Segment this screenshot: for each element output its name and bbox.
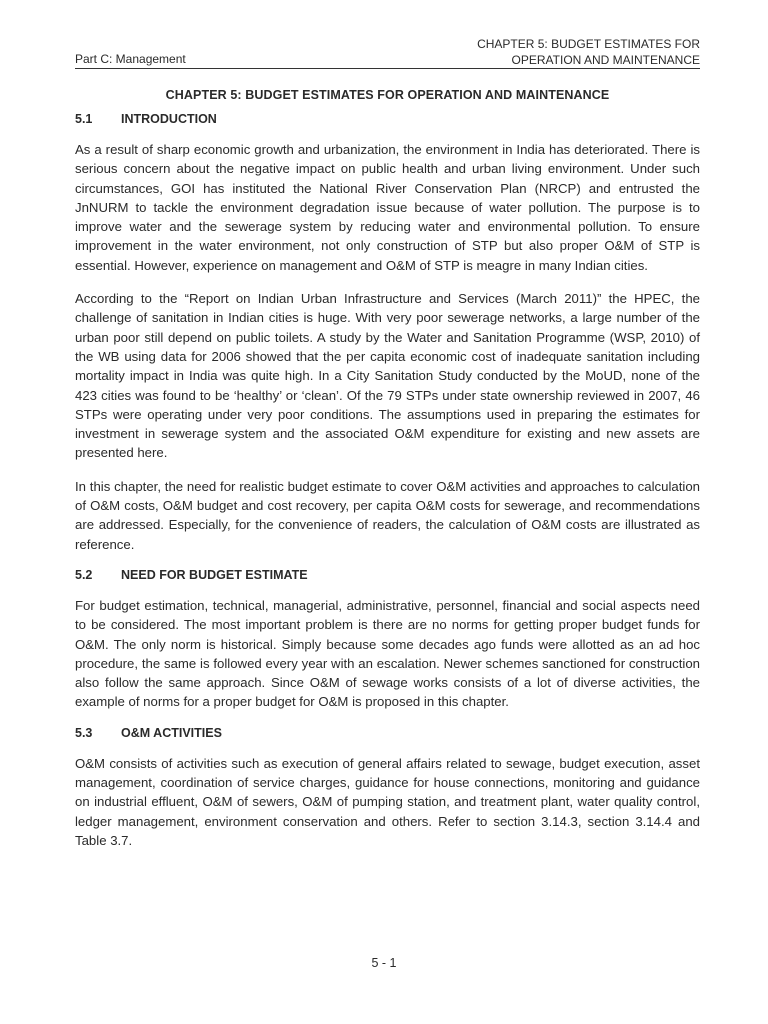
- section-5-1: [75, 112, 700, 554]
- page-number: 5 - 1: [371, 956, 397, 970]
- header-chapter-label: [477, 36, 700, 68]
- section-5-2: [75, 568, 700, 712]
- paragraph: In this chapter, the need for realistic budget estimate to cover O&M activities and approaches to calculation of O&M costs, O&M budget and cost recovery, per capita O&M costs for sewerage, and recommendations are addressed. Especially, for the convenience of readers, the calculation of O&M costs are illustrated as reference.: [75, 478, 700, 552]
- section-5-3: [75, 726, 700, 850]
- header-chapter-line-1: CHAPTER 5: BUDGET ESTIMATES FOR: [477, 37, 700, 51]
- page-header: [75, 36, 700, 68]
- section-title: O&M ACTIVITIES: [121, 725, 222, 740]
- paragraph: For budget estimation, technical, managerial, administrative, personnel, financial and social aspects need to be considered. The most important problem is there are no norms for getting proper budget funds for O&M. The only norm is historical. Simply because some decades ago funds were allotted as an ad hoc procedure, the same is followed every year with an escalation. Newer schemes sanctioned for construction also follow the same approach. Since O&M of sewage works consists of a lot of diverse activities, the example of norms for a proper budget for O&M is proposed in this chapter.: [75, 597, 700, 710]
- section-heading: [75, 112, 700, 126]
- header-divider: [75, 68, 700, 69]
- paragraph: As a result of sharp economic growth and urbanization, the environment in India has deteriorated. There is serious concern about the negative impact on public health and urban living environment. Under such circumstances, GOI has instituted the National River Conservation Plan (NRCP) and entrusted the JnNURM to tackle the environment degradation issue because of water pollution. The purpose is to improve water and the sewerage system by reducing water and environmental pollution. To ensure improvement in the water environment, not only construction of STP but also proper O&M of STP is essential. However, experience on management and O&M of STP is meagre in many Indian cities.: [75, 142, 700, 273]
- paragraph: According to the “Report on Indian Urban Infrastructure and Services (March 2011)” the HPEC, the challenge of sanitation in Indian cities is huge. With very poor sewerage networks, a large number of the urban poor still depend on public toilets. A study by the Water and Sanitation Programme (WSP, 2010) of the WB using data for 2006 showed that the per capita economic cost of inadequate sanitation including mortality impact in India was quite high. In a City Sanitation Study conducted by the MoUD, none of the 423 cities was found to be ‘healthy’ or ‘clean’. Of the 79 STPs under state ownership reviewed in 2007, 46 STPs were operating under very poor conditions. The assumptions used in preparing the estimates for investment in sewerage system and the associated O&M expenditure for existing and new assets are presented here.: [75, 291, 700, 461]
- chapter-title: CHAPTER 5: BUDGET ESTIMATES FOR OPERATION AND MAINTENANCE: [165, 88, 610, 102]
- section-number: 5.2: [75, 567, 93, 582]
- section-title: INTRODUCTION: [121, 112, 217, 126]
- paragraph: O&M consists of activities such as execution of general affairs related to sewage, budget execution, asset management, coordination of service charges, guidance for house connections, monitoring and guidance on industrial effluent, O&M of sewers, O&M of pumping station, and treatment plant, water quality control, ledger management, environment conservation and others. Refer to section 3.14.3, section 3.14.4 and Table 3.7.: [75, 755, 700, 848]
- header-part-label: Part C: Management: [75, 52, 186, 66]
- page-content: [75, 88, 700, 864]
- header-chapter-line-2: OPERATION AND MAINTENANCE: [511, 53, 700, 67]
- section-number: 5.1: [75, 112, 93, 126]
- section-heading: [75, 726, 700, 740]
- section-heading: [75, 568, 700, 582]
- section-number: 5.3: [75, 725, 93, 740]
- section-title: NEED FOR BUDGET ESTIMATE: [121, 567, 308, 582]
